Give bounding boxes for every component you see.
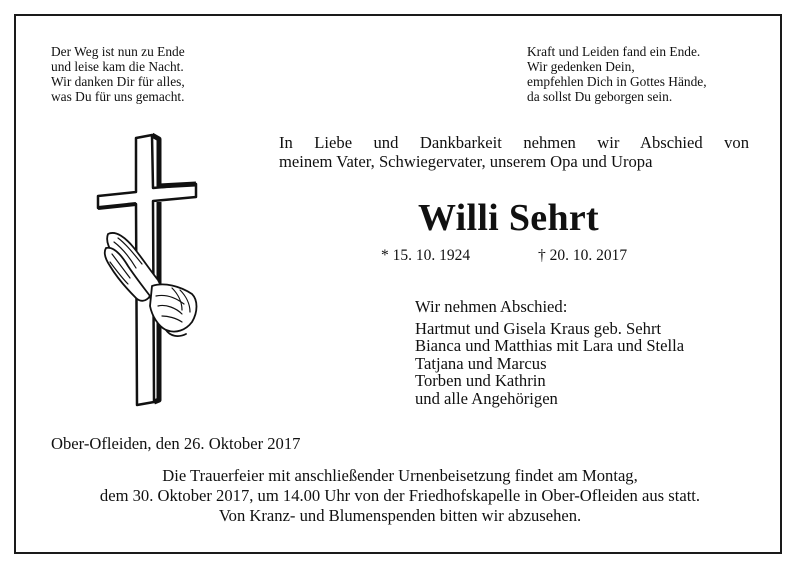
birth-date: * 15. 10. 1924 (381, 247, 471, 264)
mourner-entry: Bianca und Matthias mit Lara und Stella (415, 336, 685, 356)
mourner-entry: Torben und Kathrin (415, 371, 546, 391)
funeral-notice (16, 466, 784, 526)
intro-line: meinem Vater, Schwiegervater, unserem Opa und Uropa (279, 152, 653, 171)
poem-left-line: Wir danken Dir für alles, (51, 74, 185, 89)
poem-left-line: was Du für uns gemacht. (51, 89, 185, 104)
notice-line: dem 30. Oktober 2017, um 14.00 Uhr von der Friedhofskapelle in Ober-Ofleiden aus statt. (99, 486, 701, 505)
mourner-entry: und alle Angehörigen (415, 388, 558, 408)
mourner-entry: Tatjana und Marcus (415, 353, 547, 373)
poem-right-line: empfehlen Dich in Gottes Hände, (527, 74, 707, 89)
mourner-entry: Hartmut und Gisela Kraus geb. Sehrt (415, 318, 662, 338)
intro-text (279, 133, 749, 171)
poem-right (527, 44, 707, 104)
cross-with-praying-hands-icon (96, 130, 204, 410)
poem-right-line: da sollst Du geborgen sein. (527, 89, 673, 104)
poem-left-line: Der Weg ist nun zu Ende (51, 44, 185, 59)
poem-right-line: Wir gedenken Dein, (527, 59, 635, 74)
poem-right-line: Kraft und Leiden fand ein Ende. (527, 44, 701, 59)
notice-line: Die Trauerfeier mit anschließender Urnenbeisetzung findet am Montag, (162, 466, 638, 485)
intro-line: In Liebe und Dankbarkeit nehmen wir Abschied von (279, 133, 749, 152)
notice-line: Von Kranz- und Blumenspenden bitten wir abzusehen. (218, 506, 582, 525)
mourners-heading: Wir nehmen Abschied: (415, 297, 568, 316)
poem-left (51, 44, 185, 104)
place-date: Ober-Ofleiden, den 26. Oktober 2017 (51, 434, 301, 453)
death-date: † 20. 10. 2017 (538, 247, 628, 264)
mourners-list (415, 298, 684, 408)
deceased-name: Willi Sehrt (418, 197, 599, 239)
poem-left-line: und leise kam die Nacht. (51, 59, 184, 74)
